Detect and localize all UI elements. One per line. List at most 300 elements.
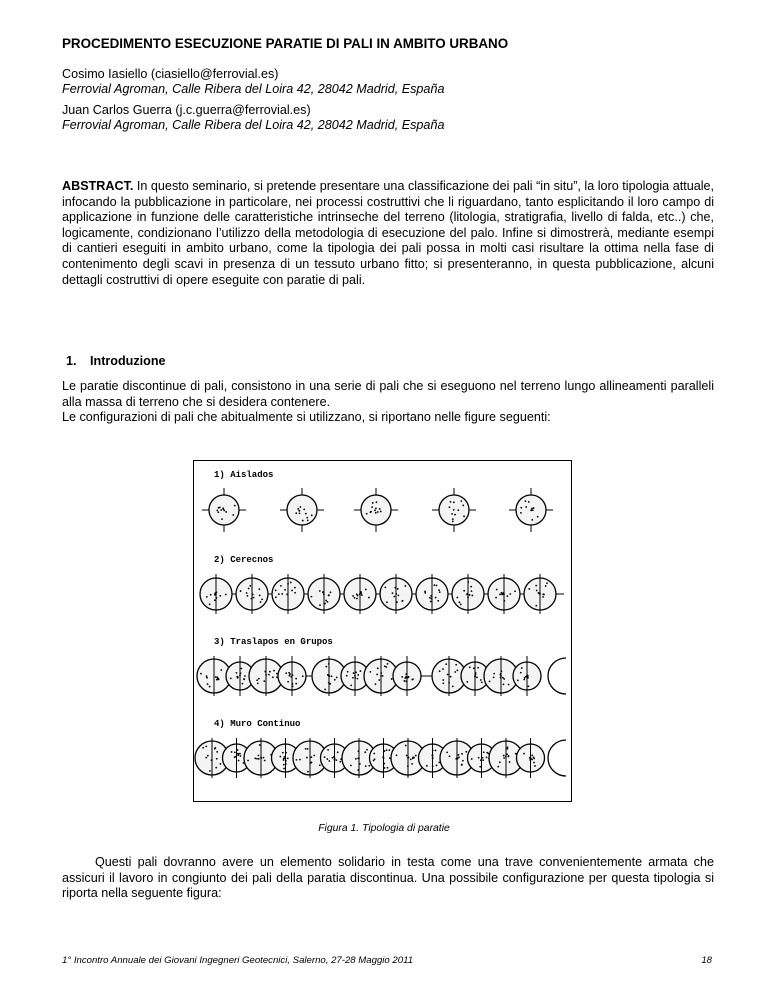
pile-stipple <box>305 748 307 750</box>
pile-stipple <box>220 669 222 671</box>
pile-stipple <box>495 597 497 599</box>
pile-stipple <box>470 586 472 588</box>
pile-stipple <box>462 505 464 507</box>
pile-stipple <box>209 770 211 772</box>
pile-stipple <box>330 591 332 593</box>
pile-stipple <box>334 679 336 681</box>
pile-stipple <box>486 752 488 754</box>
pile-stipple <box>238 760 240 762</box>
pile-stipple <box>297 508 299 510</box>
pile-stipple <box>458 754 460 756</box>
pile-stipple <box>311 761 313 763</box>
pile-stipple <box>254 758 256 760</box>
pile-stipple <box>268 674 270 676</box>
pile-stipple <box>386 749 388 751</box>
pile-stipple <box>453 509 455 511</box>
partial-pile-arc <box>548 658 566 694</box>
pile-stipple <box>508 755 510 757</box>
pile-stipple <box>283 764 285 766</box>
pile-stipple <box>482 759 484 761</box>
pile-stipple <box>305 513 307 515</box>
pile-stipple <box>232 514 234 516</box>
pile-stipple <box>387 663 389 665</box>
pile-stipple <box>324 689 326 691</box>
pile-stipple <box>353 672 355 674</box>
pile-stipple <box>379 508 381 510</box>
pile-stipple <box>401 676 403 678</box>
pile-stipple <box>473 667 475 669</box>
pile-stipple <box>247 760 249 762</box>
isolated-pile <box>361 495 391 525</box>
pile-stipple <box>259 744 261 746</box>
pile-stipple <box>447 674 449 676</box>
pile-stipple <box>449 755 451 757</box>
pile-stipple <box>396 754 398 756</box>
pile-stipple <box>454 671 456 673</box>
pile-stipple <box>533 757 535 759</box>
pile-stipple <box>429 597 431 599</box>
pile-stipple <box>536 590 538 592</box>
pile-stipple <box>225 594 227 596</box>
pile-stipple <box>523 753 525 755</box>
pile-stipple <box>469 594 471 596</box>
pile-stipple <box>525 506 527 508</box>
pile-stipple <box>535 585 537 587</box>
pile-stipple <box>360 670 362 672</box>
pile-stipple <box>222 507 224 509</box>
pile-stipple <box>240 590 242 592</box>
pile-stipple <box>311 596 313 598</box>
section-title: Introduzione <box>90 354 166 368</box>
partial-pile-arc <box>548 740 566 776</box>
pile-stipple <box>217 511 219 513</box>
pile-stipple <box>279 756 281 758</box>
pile-stipple <box>520 507 522 509</box>
pile-stipple <box>243 678 245 680</box>
pile-stipple <box>380 511 382 513</box>
pile-stipple <box>479 766 481 768</box>
pile-stipple <box>453 501 455 503</box>
pile-stipple <box>236 672 238 674</box>
pile-stipple <box>385 666 387 668</box>
pile-stipple <box>205 745 207 747</box>
pile-stipple <box>410 758 412 760</box>
pile-stipple <box>249 585 251 587</box>
pile-stipple <box>463 590 465 592</box>
abstract-text: In questo seminario, si pretende presentare una classificazione dei pali “in situ”, la loro tipologia attuale, infocando la pubblicazione in particolare, nei processi costruttivi che li riguardano, tanto esplicitando il loro campo di applicazione in funzione delle caratteristiche intrinseche del terreno (litologia, stratigrafia, livello di falda, etc..) che, logicamente, condizionano l’utilizzo della metodologia di esecuzione del palo. Infine si dimostrerà, mediante esempi di cantieri eseguiti in ambito urbano, come la tipologia dei pali possa in molti casi risultare la ottima nella fase di contenimento degli scavi in presenza di un tessuto urbano fitto; si presenteranno, in questa pubblicazione, alcuni dettagli costruttivi di opere eseguite con paratie di pali. <box>62 179 715 287</box>
pile-stipple <box>520 512 522 514</box>
pile-stipple <box>287 757 289 759</box>
pile-stipple <box>528 588 530 590</box>
pile-stipple <box>364 751 366 753</box>
pile-stipple <box>497 766 499 768</box>
pile-stipple <box>507 746 509 748</box>
pile-stipple <box>528 685 530 687</box>
author-1-name: Cosimo Iasiello (ciasiello@ferrovial.es) <box>62 67 279 81</box>
pile-stipple <box>263 680 265 682</box>
pile-stipple <box>406 755 408 757</box>
pile-stipple <box>408 676 410 678</box>
pile-stipple <box>327 674 329 676</box>
pile-stipple <box>503 678 505 680</box>
pile-stipple <box>375 508 377 510</box>
pile-stipple <box>332 757 334 759</box>
pile-stipple <box>376 501 378 503</box>
pile-stipple <box>247 595 249 597</box>
pile-stipple <box>253 597 255 599</box>
pile-stipple <box>218 507 220 509</box>
pile-stipple <box>532 509 534 511</box>
pile-stipple <box>206 677 208 679</box>
pile-stipple <box>369 671 371 673</box>
pile-stipple <box>219 595 221 597</box>
pile-stipple <box>216 751 218 753</box>
pile-stipple <box>206 596 208 598</box>
pile-stipple <box>452 521 454 523</box>
figure-label-1: 1) Aislados <box>214 470 274 480</box>
pile-stipple <box>319 590 321 592</box>
paragraph-1: Le paratie discontinue di pali, consistono in una serie di pali che si eseguono nel terreno lungo allineamenti paralleli alla massa di terreno che si desidera contenere. <box>62 379 714 409</box>
pile-stipple <box>214 599 216 601</box>
pile-stipple <box>458 756 460 758</box>
pile-stipple <box>234 751 236 753</box>
pile-stipple <box>373 753 375 755</box>
pile-stipple <box>296 759 298 761</box>
figure-label-3: 3) Traslapos en Grupos <box>214 637 333 647</box>
pile-stipple <box>376 674 378 676</box>
pile-stipple <box>433 584 435 586</box>
paragraph-3-text: Questi pali dovranno avere un elemento solidario in testa come una trave convenientemente armata che assicuri il lavoro in congiunto dei pali della paratia discontinua. Una possibile configurazione per questa tipologia si riporta nella seguente figura: <box>62 855 714 901</box>
pile-stipple <box>311 756 313 758</box>
pile-stipple <box>403 680 405 682</box>
pile-stipple <box>242 683 244 685</box>
pile-stipple <box>299 759 301 761</box>
pile-stipple <box>489 680 491 682</box>
footer-text: 1° Incontro Annuale dei Giovani Ingegneri Geotecnici, Salerno, 27-28 Maggio 2011 <box>62 955 414 966</box>
pile-stipple <box>285 672 287 674</box>
pile-stipple <box>280 585 282 587</box>
pile-stipple <box>291 590 293 592</box>
pile-stipple <box>365 765 367 767</box>
pile-stipple <box>281 593 283 595</box>
pile-stipple <box>478 757 480 759</box>
pile-stipple <box>290 582 292 584</box>
pile-stipple <box>509 761 511 763</box>
pile-stipple <box>335 759 337 761</box>
pile-stipple <box>231 751 233 753</box>
pile-stipple <box>300 506 302 508</box>
pile-stipple <box>214 594 216 596</box>
pile-stipple <box>207 683 209 685</box>
pile-stipple <box>466 681 468 683</box>
pile-stipple <box>202 747 204 749</box>
pile-stipple <box>273 670 275 672</box>
pile-stipple <box>339 761 341 763</box>
pile-stipple <box>260 601 262 603</box>
pile-stipple <box>295 678 297 680</box>
pile-stipple <box>346 675 348 677</box>
pile-stipple <box>326 758 328 760</box>
pile-stipple <box>378 679 380 681</box>
pile-stipple <box>471 758 473 760</box>
pile-stipple <box>531 508 533 510</box>
pile-stipple <box>282 752 284 754</box>
pile-stipple <box>457 509 459 511</box>
pile-stipple <box>258 755 260 757</box>
pile-stipple <box>375 512 377 514</box>
pile-stipple <box>538 592 540 594</box>
pile-stipple <box>283 758 285 760</box>
pile-stipple <box>480 679 482 681</box>
pile-stipple <box>413 757 415 759</box>
pile-stipple <box>481 681 483 683</box>
pile-stipple <box>210 594 212 596</box>
pile-stipple <box>283 756 285 758</box>
pile-stipple <box>295 512 297 514</box>
pile-stipple <box>283 768 285 770</box>
pile-stipple <box>307 748 309 750</box>
section-number: 1. <box>66 354 77 368</box>
pile-stipple <box>371 506 373 508</box>
pile-stipple <box>542 593 544 595</box>
pile-stipple <box>514 590 516 592</box>
author-2-name: Juan Carlos Guerra (j.c.guerra@ferrovial.es) <box>62 103 311 117</box>
pile-stipple <box>436 585 438 587</box>
pile-stipple <box>411 763 413 765</box>
pile-stipple <box>230 677 232 679</box>
pile-stipple <box>449 506 451 508</box>
pile-stipple <box>462 760 464 762</box>
pile-stipple <box>442 668 444 670</box>
pile-stipple <box>256 679 258 681</box>
pile-stipple <box>460 604 462 606</box>
pile-stipple <box>269 671 271 673</box>
pile-stipple <box>237 677 239 679</box>
pile-stipple <box>366 749 368 751</box>
pile-stipple <box>451 513 453 515</box>
pile-stipple <box>382 675 384 677</box>
pile-stipple <box>287 681 289 683</box>
author-2-affiliation: Ferrovial Agroman, Calle Ribera del Loira 42, 28042 Madrid, España <box>62 118 445 132</box>
pile-stipple <box>302 520 304 522</box>
pile-stipple <box>319 764 321 766</box>
pile-stipple <box>258 758 260 760</box>
page-number: 18 <box>701 955 712 966</box>
pile-stipple <box>225 511 227 513</box>
pile-stipple <box>215 767 217 769</box>
paper-title: PROCEDIMENTO ESECUZIONE PARATIE DI PALI IN AMBITO URBANO <box>62 36 509 51</box>
pile-stipple <box>525 500 527 502</box>
abstract-label: ABSTRACT. <box>62 179 134 193</box>
pile-stipple <box>356 598 358 600</box>
pile-stipple <box>445 663 447 665</box>
pile-stipple <box>493 673 495 675</box>
pile-stipple <box>387 767 389 769</box>
pile-stipple <box>319 604 321 606</box>
section-heading <box>62 354 166 368</box>
pile-stipple <box>460 500 462 502</box>
pile-stipple <box>258 588 260 590</box>
pile-stipple <box>471 595 473 597</box>
pile-stipple <box>295 683 297 685</box>
pile-stipple <box>218 679 220 681</box>
pile-stipple <box>350 684 352 686</box>
pile-stipple <box>424 592 426 594</box>
pile-stipple <box>278 593 280 595</box>
pile-stipple <box>206 675 208 677</box>
pile-stipple <box>426 765 428 767</box>
pile-stipple <box>442 682 444 684</box>
pile-stipple <box>439 591 441 593</box>
pile-stipple <box>221 518 223 520</box>
pile-stipple <box>542 596 544 598</box>
pile-stipple <box>357 595 359 597</box>
pile-stipple <box>509 593 511 595</box>
pile-stipple <box>483 751 485 753</box>
pile-stipple <box>328 760 330 762</box>
pile-stipple <box>506 748 508 750</box>
pile-stipple <box>397 588 399 590</box>
pile-stipple <box>311 514 313 516</box>
pile-stipple <box>256 758 258 760</box>
pile-stipple <box>294 592 296 594</box>
pile-stipple <box>392 592 394 594</box>
pile-stipple <box>275 590 277 592</box>
pile-stipple <box>261 598 263 600</box>
pile-stipple <box>442 679 444 681</box>
pile-stipple <box>537 516 539 518</box>
pile-stipple <box>508 684 510 686</box>
pile-stipple <box>450 676 452 678</box>
pile-stipple <box>531 755 533 757</box>
pile-stipple <box>535 605 537 607</box>
pile-stipple <box>471 590 473 592</box>
pile-stipple <box>377 667 379 669</box>
pile-stipple <box>284 589 286 591</box>
pile-stipple <box>350 765 352 767</box>
pile-stipple <box>476 676 478 678</box>
pile-stipple <box>446 751 448 753</box>
pile-stipple <box>456 597 458 599</box>
pile-stipple <box>220 509 222 511</box>
pile-stipple <box>454 514 456 516</box>
pile-stipple <box>373 760 375 762</box>
pile-stipple <box>415 755 417 757</box>
pile-stipple <box>214 748 216 750</box>
pile-stipple <box>241 668 243 670</box>
pile-stipple <box>357 678 359 680</box>
pile-stipple <box>436 765 438 767</box>
pile-stipple <box>404 585 406 587</box>
pile-stipple <box>207 755 209 757</box>
author-1-affiliation: Ferrovial Agroman, Calle Ribera del Loira 42, 28042 Madrid, España <box>62 82 445 96</box>
pile-stipple <box>205 757 207 759</box>
pile-stipple <box>375 683 377 685</box>
pile-stipple <box>357 674 359 676</box>
pile-stipple <box>234 756 236 758</box>
pile-stipple <box>384 586 386 588</box>
pile-stipple <box>503 683 505 685</box>
pile-stipple <box>501 592 503 594</box>
pile-stipple <box>370 511 372 513</box>
pile-stipple <box>499 761 501 763</box>
pile-stipple <box>306 517 308 519</box>
author-2 <box>62 103 444 133</box>
pile-stipple <box>246 592 248 594</box>
pile-stipple <box>368 765 370 767</box>
figure-label-4: 4) Muro Continuo <box>214 719 301 729</box>
pile-stipple <box>368 597 370 599</box>
pile-stipple <box>430 601 432 603</box>
pile-stipple <box>313 755 315 757</box>
pile-stipple <box>499 594 501 596</box>
pile-stipple <box>288 675 290 677</box>
pile-stipple <box>391 678 393 680</box>
figure-drawing <box>194 461 571 801</box>
pile-stipple <box>372 502 374 504</box>
paragraph-3 <box>62 855 714 902</box>
pile-stipple <box>461 764 463 766</box>
pile-stipple <box>520 672 522 674</box>
pile-stipple <box>306 757 308 759</box>
pile-stipple <box>439 670 441 672</box>
pile-stipple <box>465 751 467 753</box>
pile-stipple <box>477 667 479 669</box>
pile-stipple <box>200 673 202 675</box>
pile-stipple <box>366 513 368 515</box>
pile-stipple <box>324 756 326 758</box>
pile-stipple <box>455 664 457 666</box>
pile-stipple <box>298 510 300 512</box>
pile-stipple <box>405 745 407 747</box>
pile-stipple <box>450 501 452 503</box>
pile-stipple <box>303 508 305 510</box>
pile-stipple <box>275 596 277 598</box>
pile-stipple <box>452 518 454 520</box>
pile-stipple <box>325 600 327 602</box>
pile-stipple <box>531 759 533 761</box>
pile-stipple <box>307 771 309 773</box>
pile-stipple <box>355 758 357 760</box>
pile-stipple <box>388 749 390 751</box>
figure-pile-types <box>193 460 572 802</box>
pile-stipple <box>352 677 354 679</box>
pile-stipple <box>493 676 495 678</box>
pile-stipple <box>325 666 327 668</box>
pile-stipple <box>503 755 505 757</box>
pile-stipple <box>496 589 498 591</box>
pile-stipple <box>299 512 301 514</box>
pile-stipple <box>533 762 535 764</box>
pile-stipple <box>546 582 548 584</box>
pile-stipple <box>461 753 463 755</box>
pile-stipple <box>377 511 379 513</box>
pile-stipple <box>336 677 338 679</box>
pile-stipple <box>216 510 218 512</box>
pile-stipple <box>517 679 519 681</box>
pile-stipple <box>531 519 533 521</box>
pile-stipple <box>503 757 505 759</box>
pile-stipple <box>244 675 246 677</box>
pile-stipple <box>534 765 536 767</box>
pile-stipple <box>307 519 309 521</box>
pile-stipple <box>219 763 221 765</box>
pile-stipple <box>264 760 266 762</box>
pile-stipple <box>528 501 530 503</box>
pile-stipple <box>486 756 488 758</box>
pile-stipple <box>365 589 367 591</box>
pile-stipple <box>294 587 296 589</box>
